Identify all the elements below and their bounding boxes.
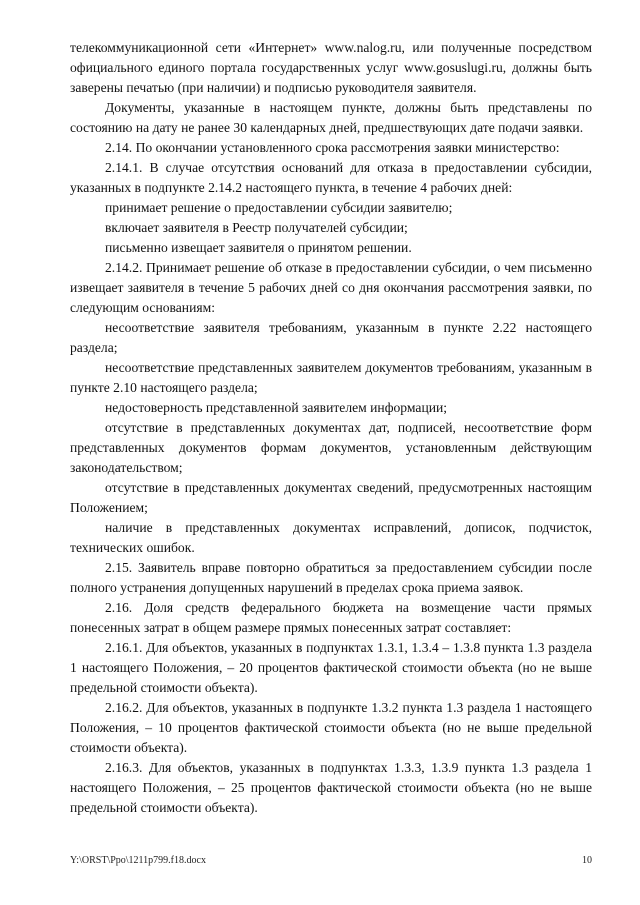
document-page [70,38,592,818]
paragraph: 2.16.3. Для объектов, указанных в подпунктах 1.3.3, 1.3.9 пункта 1.3 раздела 1 настоящего Положения, – 25 процентов фактической стоимости объекта (но не выше предельной стоимости объекта). [70,760,592,815]
paragraph: несоответствие заявителя требованиям, указанным в пункте 2.22 настоящего раздела; [70,320,592,355]
paragraph: наличие в представленных документах исправлений, дописок, подчисток, технических ошибок. [70,520,592,555]
paragraph: несоответствие представленных заявителем документов требованиям, указанным в пункте 2.10 настоящего раздела; [70,360,592,395]
file-path: Y:\ORST\Ppo\1211p799.f18.docx [70,855,206,866]
paragraph: отсутствие в представленных документах дат, подписей, несоответствие форм представленных документов формам документов, установленным действующим законодательством; [70,420,592,475]
paragraph: 2.14. По окончании установленного срока рассмотрения заявки министерство: [105,140,560,155]
page-number: 10 [582,855,592,866]
paragraph: недостоверность представленной заявителем информации; [105,400,448,415]
paragraph: телекоммуникационной сети «Интернет» www.nalog.ru, или полученные посредством официального единого портала государственных услуг www.gosuslugi.ru, должны быть заверены печатью (при наличии) и подписью руководителя заявителя. [70,40,592,95]
paragraph: 2.14.1. В случае отсутствия оснований для отказа в предоставлении субсидии, указанных в подпункте 2.14.2 настоящего пункта, в течение 4 рабочих дней: [70,160,592,195]
paragraph: 2.16. Доля средств федерального бюджета на возмещение части прямых понесенных затрат в общем размере прямых понесенных затрат составляет: [70,600,592,635]
paragraph: письменно извещает заявителя о принятом решении. [105,240,412,255]
paragraph: 2.16.1. Для объектов, указанных в подпунктах 1.3.1, 1.3.4 – 1.3.8 пункта 1.3 раздела 1 настоящего Положения, – 20 процентов фактической стоимости объекта (но не выше предельной стоимости объекта). [70,640,592,695]
paragraph: 2.15. Заявитель вправе повторно обратиться за предоставлением субсидии после полного устранения допущенных нарушений в пределах срока приема заявок. [70,560,592,595]
paragraph: 2.14.2. Принимает решение об отказе в предоставлении субсидии, о чем письменно извещает заявителя в течение 5 рабочих дней со дня окончания рассмотрения заявки, по следующим основаниям: [70,260,592,315]
paragraph: 2.16.2. Для объектов, указанных в подпункте 1.3.2 пункта 1.3 раздела 1 настоящего Положения, – 10 процентов фактической стоимости объекта (но не выше предельной стоимости объекта). [70,700,592,755]
paragraph: включает заявителя в Реестр получателей субсидии; [105,220,408,235]
paragraph: Документы, указанные в настоящем пункте, должны быть представлены по состоянию на дату не ранее 30 календарных дней, предшествующих дате подачи заявки. [70,100,592,135]
paragraph: отсутствие в представленных документах сведений, предусмотренных настоящим Положением; [70,480,592,515]
paragraph: принимает решение о предоставлении субсидии заявителю; [105,200,453,215]
